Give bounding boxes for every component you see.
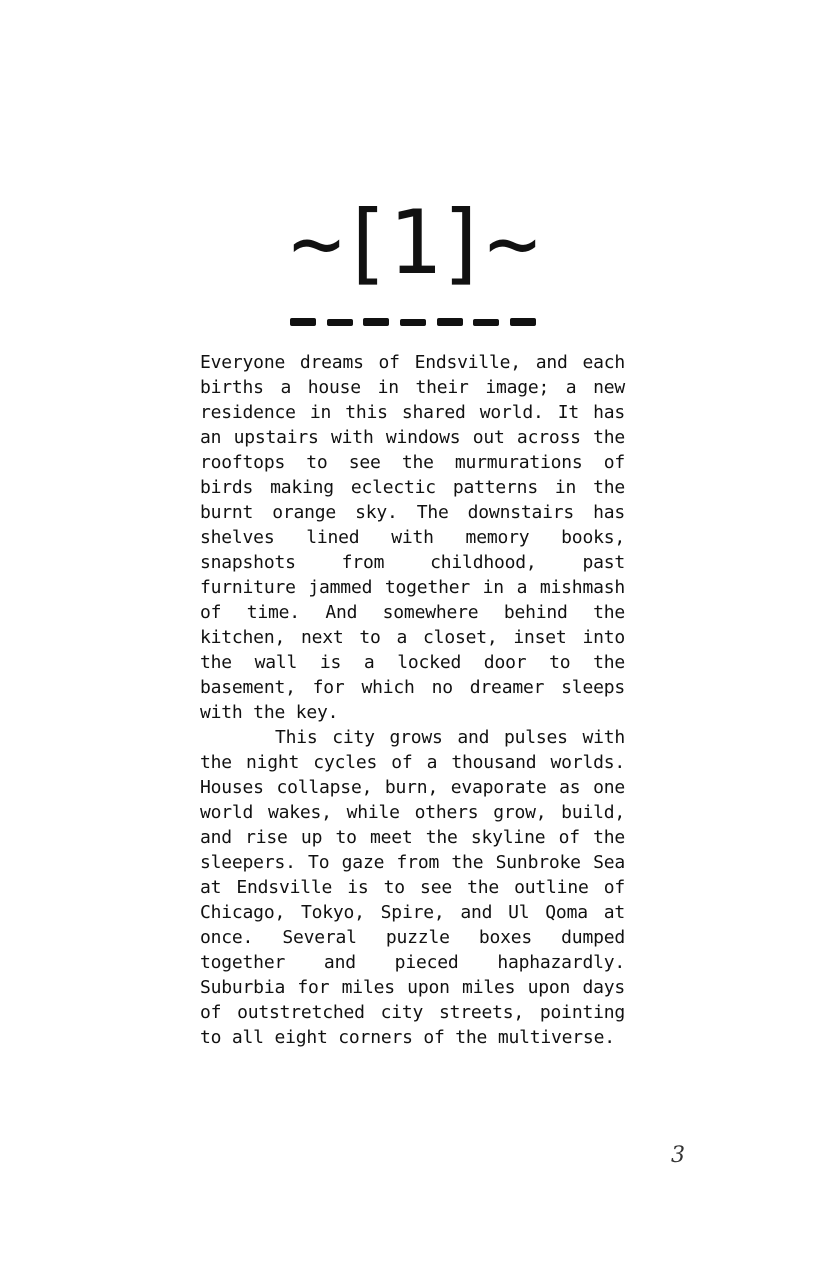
divider-dash <box>290 318 316 326</box>
chapter-heading: ~[1]~ <box>290 191 535 294</box>
paragraph-1: Everyone dreams of Endsville, and each births a house in their image; a new residence in this shared world. It has an upstairs with windows out across the rooftops to see the murmurations of birds making eclectic patterns in the burnt orange sky. The downstairs has shelves lined with memory books, snapshots from childhood, past furniture jammed together in a mishmash of time. And somewhere behind the kitchen, next to a closet, inset into the wall is a locked door to the basement, for which no dreamer sleeps with the key. <box>200 352 625 723</box>
body-text <box>200 350 625 1050</box>
paragraph-2: This city grows and pulses with the night cycles of a thousand worlds. Houses collapse, burn, evaporate as one world wakes, while others grow, build, and rise up to meet the skyline of the sleepers. To gaze from the Sunbroke Sea at Endsville is to see the outline of Chicago, Tokyo, Spire, and Ul Qoma at once. Several puzzle boxes dumped together and pieced haphazardly. Suburbia for miles upon miles upon days of outstretched city streets, pointing to all eight corners of the multiverse. <box>200 727 625 1048</box>
divider-dash <box>473 319 499 326</box>
divider-dash <box>400 319 426 326</box>
chapter-divider <box>290 318 536 328</box>
page-number: 3 <box>671 1143 685 1168</box>
divider-dash <box>327 319 353 326</box>
divider-dash <box>510 318 536 326</box>
divider-dash <box>363 318 389 326</box>
divider-dash <box>437 318 463 326</box>
